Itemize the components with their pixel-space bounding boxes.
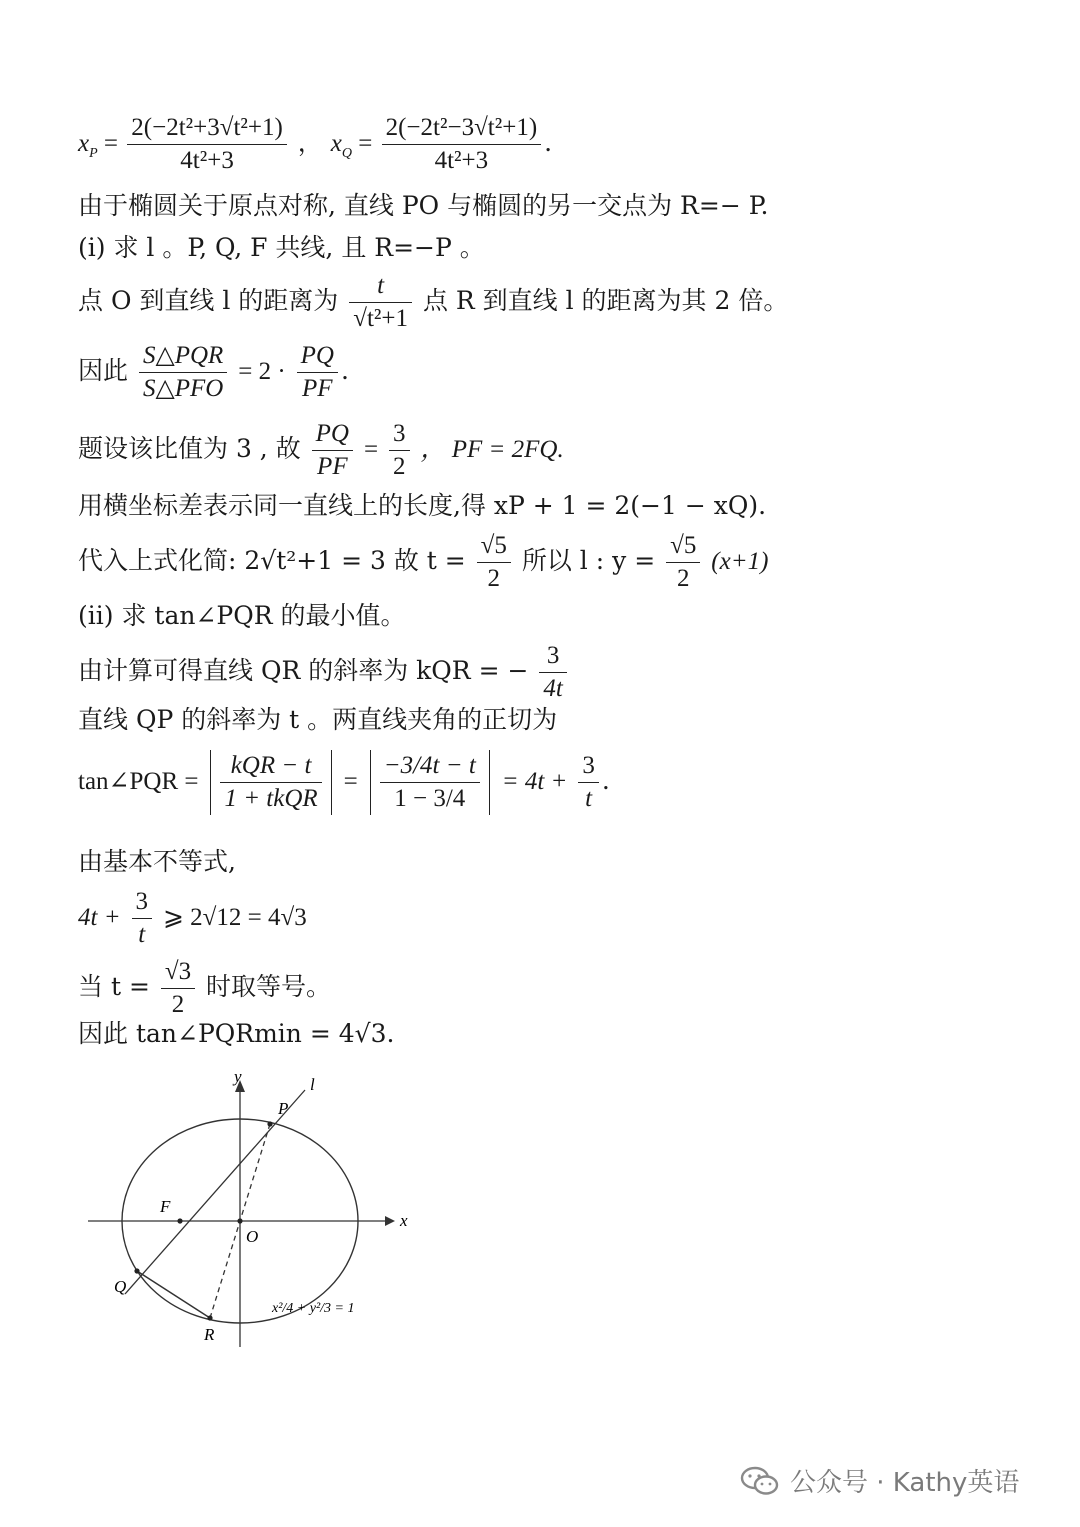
point-p <box>267 1121 272 1126</box>
watermark-text: 公众号 · Kathy英语 <box>790 1468 1020 1498</box>
point-r <box>207 1315 212 1320</box>
line-conclusion: 因此 tan∠PQRmin = 4√3. <box>78 1019 395 1048</box>
line-amgm: 由基本不等式, <box>78 847 236 876</box>
label-o: O <box>246 1227 259 1246</box>
line-equality: 当 t = $\frac{√3}{2}$ 时取等号。 <box>78 956 331 1021</box>
three-over-t-2: $\frac{3}{t}$ <box>132 886 153 951</box>
line-distance: 点 O 到直线 l 的距离为 $\frac{t}{\text{√t²+1}}$ 点 R 到直线 l 的距离为其 2 倍。 <box>78 270 788 335</box>
ellipse-figure <box>80 1062 420 1352</box>
distance-fraction: $\frac{t}{\text{√t²+1}}$ <box>349 270 412 335</box>
line-part-ii: (ii) 求 tan∠PQR 的最小值。 <box>78 601 406 630</box>
abs-value-2: $\frac{-3/4t - t}{1 - 3/4}$ <box>370 750 490 815</box>
point-q <box>134 1268 139 1273</box>
label-l: l <box>310 1075 315 1094</box>
slope-fraction: $\frac{√5}{2}$ <box>666 530 700 595</box>
equals: = <box>97 130 125 157</box>
x-axis-arrow <box>385 1216 395 1226</box>
line-kqr: 由计算可得直线 QR 的斜率为 kQR = − $\frac{3}{4t}$ <box>78 640 570 705</box>
ellipse-equation: x²/4 + y²/3 = 1 <box>272 1301 355 1316</box>
label-f: F <box>160 1197 171 1216</box>
area-fraction: $\frac{\text{S△PQR}}{\text{S△PFO}}$ <box>139 340 227 405</box>
line-xp-xq: $x_P$ = $\frac{\text{2(−2t²+3√t²+1)}}{\text{4t²+3}}$ ， $x_Q$ = $\frac{\text{2(−2t²−3√t²+1)}}{\text{4t²+3}}$ . <box>78 112 552 177</box>
point-f <box>177 1218 182 1223</box>
segment-qr <box>137 1271 210 1318</box>
abs-value-1: $\frac{\text{kQR − t}}{\text{1 + tkQR}}$ <box>210 750 331 815</box>
three-over-t: $\frac{3}{t}$ <box>578 750 599 815</box>
line-abscissa: 用横坐标差表示同一直线上的长度,得 xP + 1 = 2(−1 − xQ). <box>78 491 767 520</box>
separator: ， <box>297 128 323 157</box>
sqrt3-half: $\frac{√3}{2}$ <box>161 956 195 1021</box>
pq-pf-fraction: $\frac{PQ}{PF}$ <box>297 340 338 405</box>
label-p: P <box>278 1099 289 1118</box>
label-q: Q <box>114 1277 127 1296</box>
line-part-i: (i) 求 l 。P, Q, F 共线, 且 R=−P 。 <box>78 233 485 262</box>
line-area-ratio: 因此 $\frac{\text{S△PQR}}{\text{S△PFO}}$ = 2 · $\frac{PQ}{PF}$ . <box>78 340 349 405</box>
xp-fraction: $\frac{\text{2(−2t²+3√t²+1)}}{\text{4t²+3}}$ <box>127 112 287 177</box>
label-y: y <box>234 1067 242 1086</box>
label-r: R <box>204 1325 215 1344</box>
wechat-icon <box>740 1465 780 1497</box>
t-value-fraction: $\frac{√5}{2}$ <box>477 530 511 595</box>
line-qp-slope: 直线 QP 的斜率为 t 。两直线夹角的正切为 <box>78 705 558 734</box>
xq-fraction: $\frac{\text{2(−2t²−3√t²+1)}}{\text{4t²+3}}$ <box>382 112 542 177</box>
label-x: x <box>400 1211 408 1230</box>
watermark <box>740 1462 1019 1499</box>
three-halves: $\frac{3}{2}$ <box>389 418 410 483</box>
xq-var: $x_Q$ <box>330 130 352 161</box>
line-symmetry: 由于椭圆关于原点对称, 直线 PO 与椭圆的另一交点为 R=− P. <box>78 191 769 220</box>
line-inequality: 4t + $\frac{3}{t}$ ⩾ 2√12 = 4√3 <box>78 886 307 951</box>
kqr-fraction: $\frac{3}{4t}$ <box>539 640 566 705</box>
xp-var: $x_P$ <box>78 130 98 161</box>
line-solve-t: 代入上式化简: 2√t²+1 = 3 故 t = $\frac{√5}{2}$ 所以 l : y = $\frac{√5}{2}$ (x+1) <box>78 530 768 595</box>
line-tan-formula: tan∠PQR = $\frac{\text{kQR − t}}{\text{1 + tkQR}}$ = $\frac{-3/4t - t}{1 - 3/4}$ = 4t + $\frac{3}{t}$ . <box>78 750 610 815</box>
line-ratio-3: 题设该比值为 3 , 故 $\frac{PQ}{PF}$ = $\frac{3}{2}$ ， PF = 2FQ. <box>78 418 564 483</box>
pq-pf-fraction-2: $\frac{PQ}{PF}$ <box>312 418 353 483</box>
point-o <box>237 1218 242 1223</box>
